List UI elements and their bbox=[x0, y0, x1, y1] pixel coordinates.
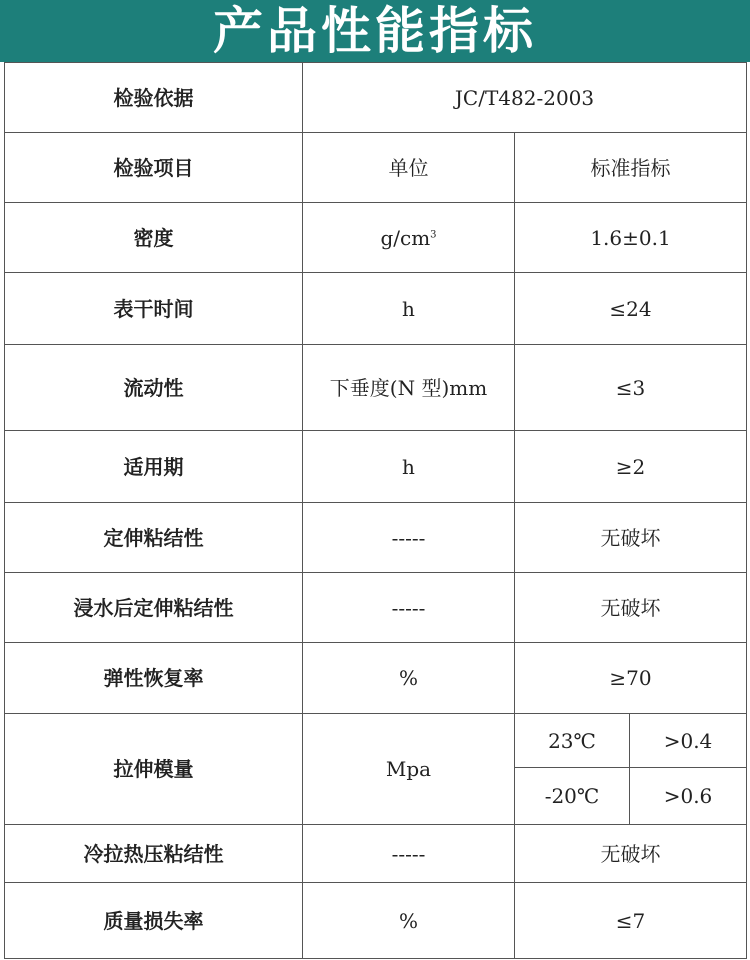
table-header-row bbox=[5, 133, 747, 203]
header-banner bbox=[0, 0, 750, 62]
item-cell: 表干时间 bbox=[5, 273, 303, 345]
unit-cell: % bbox=[303, 883, 515, 959]
column-header-unit: 单位 bbox=[303, 133, 515, 203]
table-row bbox=[5, 714, 747, 768]
standard-cell: ≥70 bbox=[515, 643, 747, 714]
spec-table bbox=[4, 62, 747, 959]
standard-cell: ≤7 bbox=[515, 883, 747, 959]
unit-cell: h bbox=[303, 431, 515, 503]
item-cell: 定伸粘结性 bbox=[5, 503, 303, 573]
standard-cell: ≤3 bbox=[515, 345, 747, 431]
item-cell: 质量损失率 bbox=[5, 883, 303, 959]
table-row bbox=[5, 643, 747, 714]
unit-cell: ----- bbox=[303, 573, 515, 643]
sub-value-cell: >0.4 bbox=[630, 714, 747, 768]
item-cell: 弹性恢复率 bbox=[5, 643, 303, 714]
basis-label: 检验依据 bbox=[5, 63, 303, 133]
table-row bbox=[5, 345, 747, 431]
table-row bbox=[5, 431, 747, 503]
condition-cell: 23℃ bbox=[515, 714, 630, 768]
unit-cell bbox=[303, 203, 515, 273]
unit-cell: Mpa bbox=[303, 714, 515, 825]
table-row bbox=[5, 503, 747, 573]
unit-cell: h bbox=[303, 273, 515, 345]
standard-cell: ≥2 bbox=[515, 431, 747, 503]
table-row bbox=[5, 825, 747, 883]
standard-cell: 1.6±0.1 bbox=[515, 203, 747, 273]
standard-cell: ≤24 bbox=[515, 273, 747, 345]
unit-cell: % bbox=[303, 643, 515, 714]
sub-value-cell: >0.6 bbox=[630, 768, 747, 825]
item-cell: 流动性 bbox=[5, 345, 303, 431]
item-cell: 冷拉热压粘结性 bbox=[5, 825, 303, 883]
standard-cell: 无破坏 bbox=[515, 503, 747, 573]
unit-cell: 下垂度(N 型)mm bbox=[303, 345, 515, 431]
standard-cell: 无破坏 bbox=[515, 825, 747, 883]
item-cell: 密度 bbox=[5, 203, 303, 273]
item-cell: 拉伸模量 bbox=[5, 714, 303, 825]
unit-text: g/cm bbox=[380, 225, 431, 250]
table-row bbox=[5, 883, 747, 959]
column-header-standard: 标准指标 bbox=[515, 133, 747, 203]
item-cell: 浸水后定伸粘结性 bbox=[5, 573, 303, 643]
page-title: 产品性能指标 bbox=[213, 2, 537, 60]
unit-cell: ----- bbox=[303, 825, 515, 883]
table-row-basis bbox=[5, 63, 747, 133]
table-row bbox=[5, 573, 747, 643]
table-row bbox=[5, 203, 747, 273]
standard-cell: 无破坏 bbox=[515, 573, 747, 643]
item-cell: 适用期 bbox=[5, 431, 303, 503]
condition-cell: -20℃ bbox=[515, 768, 630, 825]
unit-superscript: 3 bbox=[430, 228, 437, 240]
basis-value: JC/T482-2003 bbox=[303, 63, 747, 133]
unit-cell: ----- bbox=[303, 503, 515, 573]
column-header-item: 检验项目 bbox=[5, 133, 303, 203]
table-row bbox=[5, 273, 747, 345]
